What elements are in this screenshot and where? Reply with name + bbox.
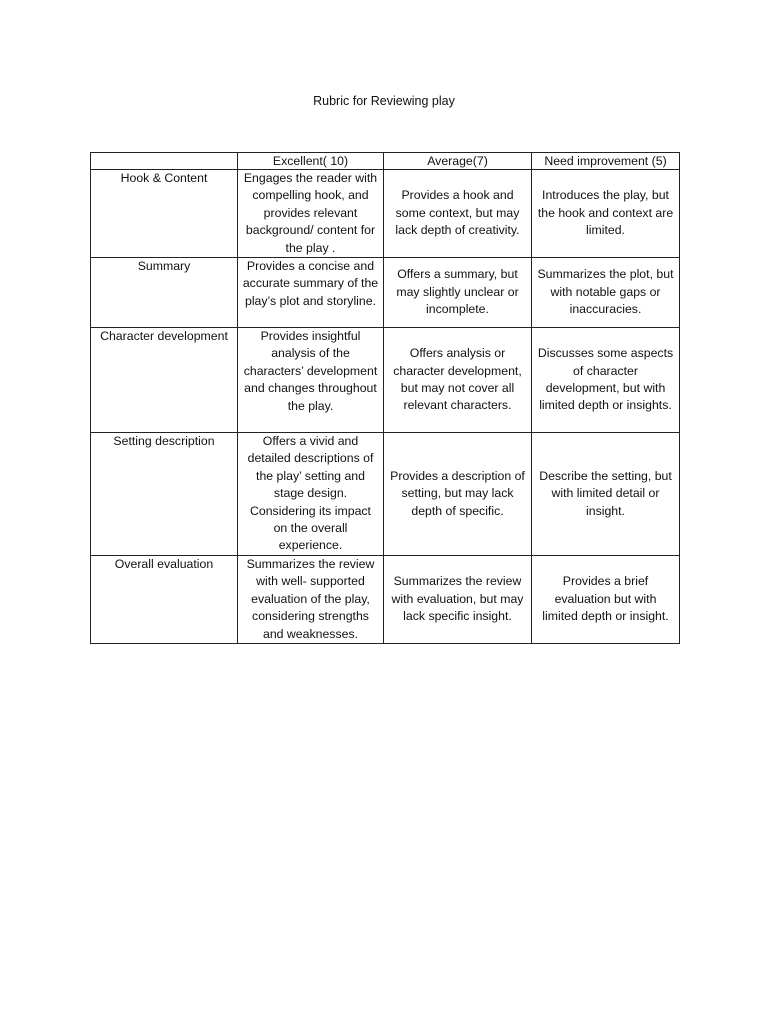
- header-cell-average: Average(7): [384, 153, 532, 170]
- average-cell: Summarizes the review with evaluation, but may lack specific insight.: [384, 555, 532, 643]
- excellent-cell: Provides a concise and accurate summary of the play’s plot and storyline.: [238, 258, 384, 328]
- criterion-cell: Character development: [91, 328, 238, 433]
- header-cell-need-improvement: Need improvement (5): [532, 153, 680, 170]
- excellent-cell: Offers a vivid and detailed descriptions of the play’ setting and stage design. Considering its impact on the overall experience.: [238, 433, 384, 556]
- table-row: [91, 555, 680, 643]
- page-title: Rubric for Reviewing play: [313, 94, 455, 108]
- need-improvement-cell: Introduces the play, but the hook and context are limited.: [532, 170, 680, 258]
- need-improvement-cell: Summarizes the plot, but with notable gaps or inaccuracies.: [532, 258, 680, 328]
- criterion-cell: Hook & Content: [91, 170, 238, 258]
- criterion-cell: Summary: [91, 258, 238, 328]
- need-improvement-cell: Describe the setting, but with limited detail or insight.: [532, 433, 680, 556]
- need-improvement-cell: Provides a brief evaluation but with limited depth or insight.: [532, 555, 680, 643]
- average-cell: Provides a description of setting, but may lack depth of specific.: [384, 433, 532, 556]
- criterion-cell: Overall evaluation: [91, 555, 238, 643]
- average-cell: Offers a summary, but may slightly unclear or incomplete.: [384, 258, 532, 328]
- average-cell: Offers analysis or character development, but may not cover all relevant characters.: [384, 328, 532, 433]
- excellent-cell: Summarizes the review with well- supported evaluation of the play, considering strengths and weaknesses.: [238, 555, 384, 643]
- table-row: [91, 258, 680, 328]
- excellent-cell: Provides insightful analysis of the characters’ development and changes throughout the play.: [238, 328, 384, 433]
- table-row: [91, 328, 680, 433]
- header-cell-criteria: [91, 153, 238, 170]
- need-improvement-cell: Discusses some aspects of character development, but with limited depth or insights.: [532, 328, 680, 433]
- header-row: [91, 153, 680, 170]
- header-cell-excellent: Excellent( 10): [238, 153, 384, 170]
- rubric-table: [90, 152, 680, 644]
- table-row: [91, 433, 680, 556]
- excellent-cell: Engages the reader with compelling hook, and provides relevant background/ content for the play .: [238, 170, 384, 258]
- criterion-cell: Setting description: [91, 433, 238, 556]
- average-cell: Provides a hook and some context, but may lack depth of creativity.: [384, 170, 532, 258]
- table-row: [91, 170, 680, 258]
